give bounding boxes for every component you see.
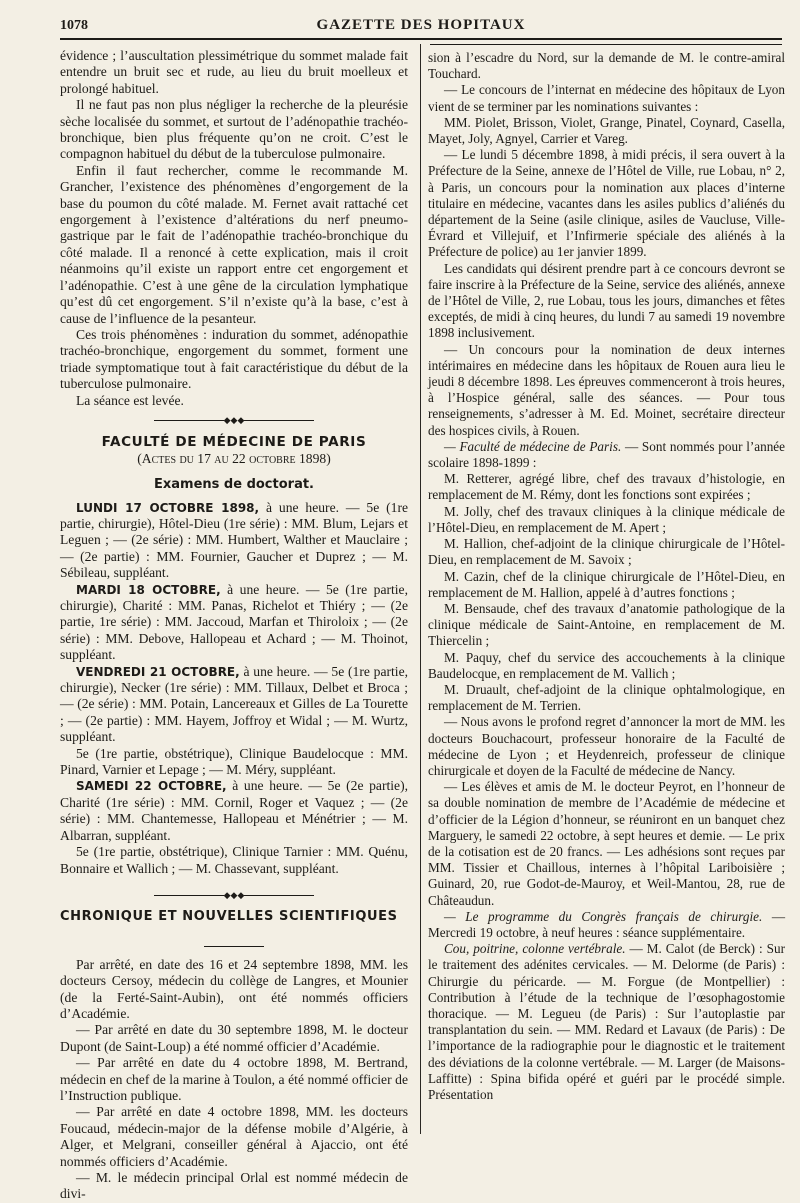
header-rule-secondary xyxy=(430,44,782,45)
news-item: sion à l’escadre du Nord, sur la demande de M. le contre-amiral Touchard. xyxy=(428,50,785,82)
exam-entry: LUNDI 17 OCTOBRE 1898, à une heure. — 5e (1re partie, chirurgie), Hôtel-Dieu (1re série) : MM. Blum, Lejars et Leguen ; — (2e série) : MM. Humbert, Walther et Mauclaire ; — (2e partie) : MM. Fournier, Gaucher et Duprez ; — M. Sébileau, suppléant. xyxy=(60,499,408,581)
section-title: CHRONIQUE ET NOUVELLES SCIENTIFIQUES xyxy=(60,909,398,925)
appointment: M. Cazin, chef de la clinique chirurgicale de l’Hôtel-Dieu, en remplacement de M. Hallion, appelé à d’autres fonctions ; xyxy=(428,568,785,600)
exam-entry: SAMEDI 22 OCTOBRE, à une heure. — 5e (2e partie), Charité (1re série) : MM. Cornil, Roger et Vaquez ; — (2e série) : MM. Chantemesse, Hallopeau et Ménétrier ; — M. Albarran, suppléant. xyxy=(60,778,409,843)
news-item: — Le lundi 5 décembre 1898, à midi précis, il sera ouvert à la Préfecture de la Seine, annexe de l’Hôtel de Ville, rue Lobau, n° 2, à Paris, un concours pour la nomination aux places d’interne titulaire en médecine, vacantes dans les asiles publics d’aliénés du département de la Seine (asile clinique, asiles de Vaucluse, Ville-Évrard et Villejuif, et l’Infirmerie spéciale des aliénés à la Préfecture de police) au 1er janvier 1899. xyxy=(428,147,785,260)
exam-entry: MARDI 18 OCTOBRE, à une heure. — 5e (1re partie, chirurgie), Charité : MM. Panas, Richelot et Thiéry ; — (2e partie, 1re série) : MM. Jaccoud, Marfan et Thiroloix ; — (2e série) : MM. Debove, Hallopeau et Achard ; — M. Thoinot, suppléant. xyxy=(60,581,408,663)
news-item: — M. le médecin principal Orlal est nommé médecin de divi- xyxy=(60,1170,408,1202)
exam-day: LUNDI 17 OCTOBRE 1898, xyxy=(76,500,260,515)
news-item: — Nous avons le profond regret d’annoncer la mort de MM. les docteurs Bouchacourt, professeur honoraire de la Faculté de médecine de Lyon ; et Heydenreich, professeur de clinique chirurgicale et doyen de la Faculté de médecine de Nancy. xyxy=(428,714,785,778)
appointment: M. Retterer, agrégé libre, chef des travaux d’histologie, en remplacement de M. Rémy, dont les fonctions sont expirées ; xyxy=(428,471,785,503)
news-item: — Le concours de l’internat en médecine des hôpitaux de Lyon vient de se terminer par les nominations suivantes : xyxy=(428,82,785,114)
news-item: — Faculté de médecine de Paris. — Sont nommés pour l’année scolaire 1898-1899 : xyxy=(428,438,785,471)
page-number: 1078 xyxy=(60,18,88,33)
exam-entry: 5e (1re partie, obstétrique), Clinique Baudelocque : MM. Pinard, Varnier et Lepage ; — M. Méry, suppléant. xyxy=(60,745,408,778)
news-item: — Par arrêté en date 4 octobre 1898, MM. les docteurs Foucaud, médecin-major de la défense mobile d’Algérie, à Alger, et Melgrani, conseiller général à Ajaccio, ont été nommés officiers d’Académie. xyxy=(60,1104,408,1169)
ornament-divider: ◆◆◆ xyxy=(60,412,408,428)
exam-entry: VENDREDI 21 OCTOBRE, à une heure. — 5e (1re partie, chirurgie), Necker (1re série) : MM. Tillaux, Delbet et Broca ; — (2e série) : MM. Potain, Lancereaux et Gilles de La Tourette ; — (2e partie) : MM. Hayem, Joffroy et Widal ; — M. Wurtz, suppléant. xyxy=(60,663,409,745)
short-rule xyxy=(204,946,264,947)
news-item: Par arrêté, en date des 16 et 24 septembre 1898, MM. les docteurs Cersoy, médecin du collège de Langres, et Mounier (de la Ferté-Saint-Aubin), ont été nommés officiers d’Académie. xyxy=(60,956,408,1021)
paragraph: Enfin il faut rechercher, comme le recommande M. Grancher, l’existence des phénomènes d’engorgement de la base du poumon du côté malade. M. Fernet avait rattaché cet engorgement à l’existence d’altérations du nerf pneumo-gastrique par le fait de l’adénopathie trachéo-bronchique du côté malade. Il a renoncé à cette explication, mais il croit néanmoins qu’il existe un rapport entre cet engorgement et l’adénopathie. C’est à une gêne de la circulation lymphatique qu’est dû cet engorgement. S’il n’existe qu’à la base, c’est à cause de l’influence de la pesanteur. xyxy=(60,162,408,326)
paragraph: La séance est levée. xyxy=(76,392,184,408)
news-item: — Le programme du Congrès français de chirurgie. — Mercredi 19 octobre, à neuf heures : séance supplémentaire. xyxy=(428,908,786,940)
exam-entry: 5e (1re partie, obstétrique), Clinique Tarnier : MM. Quénu, Bonnaire et Wallich ; — M. Chassevant, suppléant. xyxy=(60,844,408,876)
news-item: Les candidats qui désirent prendre part à ce concours devront se faire inscrire à la Préfecture de la Seine, service des aliénés, annexe de l’Hôtel de Ville, 2, rue Lobau, tous les jours, dimanches et fêtes exceptés, de midi à cinq heures, du lundi 7 au samedi 19 novembre 1898 inclusivement. xyxy=(428,260,785,341)
appointment: M. Hallion, chef-adjoint de la clinique chirurgicale de l’Hôtel-Dieu, en remplacement de M. Savoix ; xyxy=(428,536,785,568)
exam-day: MARDI 18 OCTOBRE, xyxy=(76,582,221,597)
header-rule xyxy=(60,38,782,40)
right-column xyxy=(428,50,785,1103)
news-item: MM. Piolet, Brisson, Violet, Grange, Pinatel, Coynard, Casella, Mayet, Joly, Agnyel, Carrier et Vareg. xyxy=(428,114,785,147)
appointment: M. Jolly, chef des travaux cliniques à la clinique médicale de l’Hôtel-Dieu, en remplacement de M. Apert ; xyxy=(428,503,785,535)
news-item: — Les élèves et amis de M. le docteur Peyrot, en l’honneur de sa double nomination de membre de l’Académie de médecine et d’officier de la Légion d’honneur, se réuniront en un banquet chez Marguery, le samedi 22 octobre, à sept heures et demie. — Le prix de la cotisation est de 20 francs. — Les adhésions sont reçues par MM. Tissier et Chaillous, internes à l’hôpital Lariboisière ; Guinard, 20, rue Godot-de-Mauroy, et Weil-Mantou, 28, rue de Châteaudun. xyxy=(428,779,785,908)
left-column xyxy=(60,48,408,1203)
paragraph: Il ne faut pas non plus négliger la recherche de la pleurésie sèche localisée du sommet, et surtout de l’adénopathie trachéo-bronchique, bien plus fréquente qu’on ne croit. C’est le compagnon habituel du début de la tuberculose pulmonaire. xyxy=(60,97,408,162)
news-item: — Un concours pour la nomination de deux internes intérimaires en médecine dans les hôpitaux de Rouen aura lieu le jeudi 8 décembre 1898. Les épreuves commenceront à trois heures, à l’Hospice général, salle des séances. — Pour tous renseignements, s’adresser à M. Ed. Moinet, secrétaire directeur des hospices civils, à Rouen. xyxy=(428,341,785,438)
journal-title: GAZETTE DES HOPITAUX xyxy=(316,17,526,33)
section-subtitle: (Actes du 17 au 22 octobre 1898) xyxy=(137,450,331,466)
news-item: — Par arrêté en date du 30 septembre 1898, M. le docteur Dupont (de Saint-Loup) a été nommé officier d’Académie. xyxy=(60,1022,408,1054)
news-item: Cou, poitrine, colonne vertébrale. — M. Calot (de Berck) : Sur le traitement des adénites cervicales. — M. Delorme (de Paris) : Chirurgie du péricarde. — M. Forgue (de Montpellier) : Contribution à l’étude de la technique de l’œsophagostomie thoracique. — M. Legueu (de Paris) : Sur l’autoplastie par transplantation du sein. — MM. Redard et Lavaux (de Paris) : De l’importance de la radiographie pour le diagnostic et le traitement des déviations de la colonne vertébrale. — M. Larger (de Maisons-Laffitte) : Spina bifida opéré et guéri par le procédé simple. Présentation xyxy=(428,941,786,1102)
paragraph: évidence ; l’auscultation plessimétrique du sommet malade fait entendre un bruit sec et rude, au lieu du bruit moelleux et prolongé habituel. xyxy=(60,48,408,96)
exam-day: SAMEDI 22 OCTOBRE, xyxy=(76,779,227,794)
column-divider xyxy=(420,44,421,1134)
section-title: FACULTÉ DE MÉDECINE DE PARIS xyxy=(101,434,367,451)
exam-day: VENDREDI 21 OCTOBRE, xyxy=(76,664,240,679)
appointment: M. Druault, chef-adjoint de la clinique ophtalmologique, en remplacement de M. Terrien. xyxy=(428,681,785,714)
running-head xyxy=(60,12,782,36)
appointment: M. Paquy, chef du service des accouchements à la clinique Baudelocque, en remplacement de M. Vallich ; xyxy=(428,649,785,681)
subheading: Examens de doctorat. xyxy=(154,477,314,493)
paragraph: Ces trois phénomènes : induration du sommet, adénopathie trachéo-bronchique, engorgement du sommet, forment une triade symptomatique tout à fait caractéristique du début de la tuberculose pulmonaire. xyxy=(60,326,408,392)
news-item: — Par arrêté en date du 4 octobre 1898, M. Bertrand, médecin en chef de la marine à Toulon, a été nommé officier de l’Instruction publique. xyxy=(60,1055,408,1103)
ornament-divider: ◆◆◆ xyxy=(60,887,408,903)
appointment: M. Bensaude, chef des travaux d’anatomie pathologique de la clinique médicale de Saint-Antoine, en remplacement de M. Thiercelin ; xyxy=(428,600,785,649)
